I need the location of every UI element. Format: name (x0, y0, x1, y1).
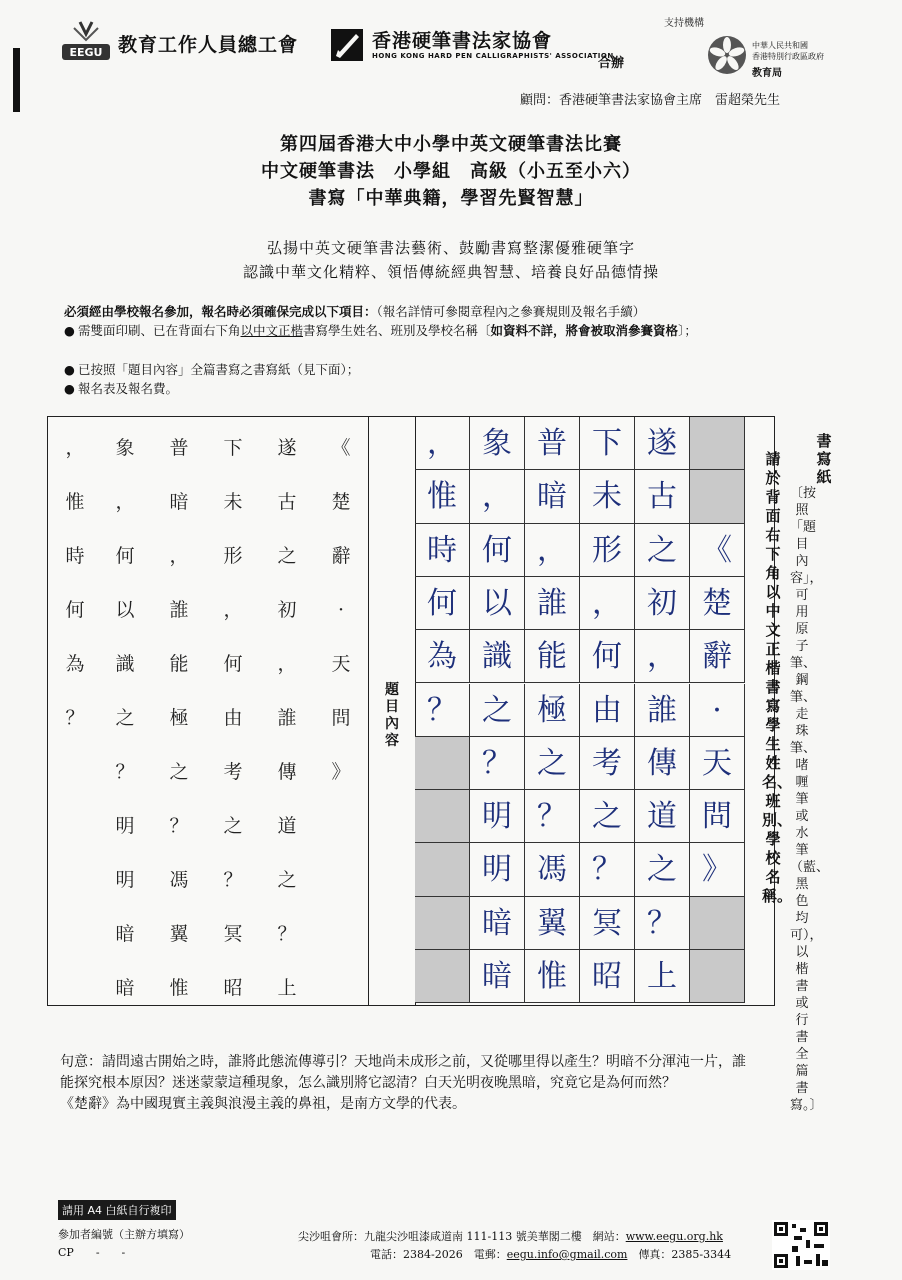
requirement-item-2 (64, 361, 784, 379)
writing-grid-cell[interactable]: 考 (580, 737, 635, 790)
requirements-intro-bold: 必須經由學校報名參加，報名時必須確保完成以下項目： (64, 304, 377, 319)
writing-grid-cell[interactable]: 形 (580, 524, 635, 577)
reference-char: 遂 (277, 437, 297, 459)
requirement-item-3 (64, 380, 784, 398)
writing-grid-cell[interactable]: 象 (470, 417, 525, 470)
writing-grid-cell[interactable]: 》 (690, 843, 745, 896)
org-hkhpca-name: 香港硬筆書法家協會 (372, 30, 553, 52)
writing-grid-cell[interactable]: 古 (635, 470, 690, 523)
eegu-logo-icon (58, 18, 114, 64)
bullet-icon: ● (64, 323, 75, 338)
slogan-2: 認識中華文化精粹、領悟傳統經典智慧、培養良好品德情操 (242, 263, 659, 281)
meaning-line-3: 《楚辭》為中國現實主義與浪漫主義的鼻祖，是南方文學的代表。 (60, 1096, 466, 1112)
writing-grid-cell[interactable]: 以 (470, 577, 525, 630)
gov-line-2: 香港特別行政區政府 (752, 52, 824, 61)
reference-char: 誰 (277, 707, 297, 729)
category-title: 中文硬筆書法 小學組 高級（小五至小六） (261, 161, 641, 182)
requirement-item-1 (64, 322, 784, 340)
requirement-1-text-a: 需雙面印刷、已在背面右下角 (78, 323, 241, 338)
reference-char: 初 (277, 599, 297, 621)
writing-grid-cell[interactable]: 之 (635, 843, 690, 896)
writing-grid-cell[interactable]: 下 (580, 417, 635, 470)
reference-char: 天 (331, 653, 351, 675)
writing-grid-cell[interactable]: 暗 (470, 897, 525, 950)
writing-grid-cell[interactable]: ， (635, 630, 690, 683)
reference-label: 題目內容 (385, 682, 399, 749)
footer-website-link[interactable]: www.eegu.org.hk (625, 1230, 723, 1243)
writing-grid-cell[interactable]: ， (415, 417, 470, 470)
edb-name: 教育局 (752, 68, 782, 79)
reference-char: 昭 (223, 977, 243, 999)
reference-char: 何 (65, 599, 85, 621)
reference-char: ？ (277, 923, 297, 945)
reference-char: ， (115, 491, 135, 513)
writing-grid-cell[interactable]: 遂 (635, 417, 690, 470)
reference-char: 何 (115, 545, 135, 567)
reference-char: ， (169, 545, 189, 567)
reference-char: 未 (223, 491, 243, 513)
reference-char: ？ (169, 815, 189, 837)
writing-grid-cell[interactable]: 惟 (415, 470, 470, 523)
reference-char: 識 (115, 653, 135, 675)
reference-char: 時 (65, 545, 85, 567)
writing-grid-cell[interactable]: 為 (415, 630, 470, 683)
writing-grid-cell[interactable]: ？ (635, 897, 690, 950)
slogan-1: 弘揚中英文硬筆書法藝術、鼓勵書寫整潔優雅硬筆字 (266, 239, 635, 257)
writing-grid-cell[interactable] (415, 790, 470, 843)
meaning-line-2: 能探究根本原因？迷迷蒙蒙這種現象，怎么識別將它認清？白天光明夜晚黑暗，究竟它是為何而然？ (60, 1075, 676, 1091)
writing-grid-cell[interactable]: ， (470, 470, 525, 523)
writing-grid-cell[interactable]: · (690, 684, 745, 737)
reference-char: 古 (277, 491, 297, 513)
reference-char: 之 (277, 869, 297, 891)
requirement-1-end: 〕； (678, 323, 697, 338)
reference-char: 極 (169, 707, 189, 729)
writing-grid-cell[interactable]: 初 (635, 577, 690, 630)
reference-char: 考 (223, 761, 243, 783)
writing-grid-cell[interactable]: 何 (470, 524, 525, 577)
writing-grid-cell[interactable]: 未 (580, 470, 635, 523)
reference-char: 之 (115, 707, 135, 729)
writing-grid-cell[interactable]: 楚 (690, 577, 745, 630)
writing-grid-cell[interactable]: 上 (635, 950, 690, 1003)
writing-grid-cell[interactable]: 道 (635, 790, 690, 843)
requirements-intro-rest: （報名詳情可參閱章程內之參賽規則及報名手續） (376, 304, 646, 319)
reference-char: 翼 (169, 923, 189, 945)
writing-grid-cell[interactable]: 惟 (525, 950, 580, 1003)
reference-char: 暗 (115, 923, 135, 945)
bullet-icon: ● (64, 381, 75, 396)
reference-char: 惟 (169, 977, 189, 999)
writing-grid-cell[interactable]: 傳 (635, 737, 690, 790)
bauhinia-logo-icon (706, 34, 748, 76)
reference-char: 辭 (331, 545, 351, 567)
footer-address-line (298, 1228, 723, 1244)
competition-title: 第四屆香港大中小學中英文硬筆書法比賽 (280, 134, 622, 155)
writing-grid-cell[interactable]: 之 (635, 524, 690, 577)
writing-grid-cell[interactable]: 何 (415, 577, 470, 630)
reference-char: 馮 (169, 869, 189, 891)
hkhpca-logo-icon (330, 28, 364, 62)
reference-char: ？ (223, 869, 243, 891)
writing-grid-cell[interactable]: 之 (580, 790, 635, 843)
bullet-icon: ● (64, 362, 75, 377)
writing-grid-cell[interactable]: 時 (415, 524, 470, 577)
writing-grid-cell[interactable]: ？ (580, 843, 635, 896)
requirement-1-underlined: 以中文正楷 (240, 323, 304, 338)
writing-grid-cell[interactable]: 明 (470, 843, 525, 896)
writing-grid-cell[interactable]: ？ (525, 790, 580, 843)
reference-char: 問 (331, 707, 351, 729)
writing-sheet-table (47, 416, 775, 1006)
reference-char: 能 (169, 653, 189, 675)
writing-grid-cell[interactable]: 之 (470, 684, 525, 737)
org-eegu-name: 教育工作人員總工會 (118, 34, 299, 56)
footer-contact-line (370, 1246, 731, 1262)
writing-grid-cell[interactable]: 誰 (525, 577, 580, 630)
writing-grid-cell[interactable]: 天 (690, 737, 745, 790)
writing-grid-cell[interactable]: 誰 (635, 684, 690, 737)
reference-char: 下 (223, 437, 243, 459)
reference-char: 何 (223, 653, 243, 675)
writing-grid-cell[interactable]: 問 (690, 790, 745, 843)
reference-char: 普 (169, 437, 189, 459)
writing-grid-cell[interactable]: 翼 (525, 897, 580, 950)
writing-grid-cell[interactable] (690, 897, 745, 950)
writing-grid-cell[interactable]: 能 (525, 630, 580, 683)
requirement-2-text: 已按照「題目內容」全篇書寫之書寫紙（見下面）； (78, 362, 360, 377)
participant-number-label: 參加者編號（主辦方填寫） (58, 1228, 190, 1241)
writing-grid-cell[interactable]: 何 (580, 630, 635, 683)
reference-char: 明 (115, 869, 135, 891)
advisor-line: 顧問：香港硬筆書法家協會主席 雷超榮先生 (520, 93, 781, 108)
writing-grid-cell[interactable]: 辭 (690, 630, 745, 683)
writing-grid-cell[interactable]: 暗 (470, 950, 525, 1003)
registration-mark (13, 48, 20, 112)
reference-char: 由 (223, 707, 243, 729)
writing-grid-cell[interactable]: ， (525, 524, 580, 577)
writing-grid-cell[interactable]: 明 (470, 790, 525, 843)
writing-sheet-note: 〔按照「題目內容」，可用原子筆、鋼筆、走珠筆、啫喱筆或水筆（藍、黑色均可），以楷書或行書全篇書寫。〕 (790, 486, 830, 1113)
reference-char: 誰 (169, 599, 189, 621)
writing-grid-cell[interactable]: 普 (525, 417, 580, 470)
writing-grid-cell[interactable]: 馮 (525, 843, 580, 896)
org-hkhpca-english: HONG KONG HARD PEN CALLIGRAPHISTS' ASSOCIATION (372, 52, 614, 60)
writing-grid-cell[interactable]: 昭 (580, 950, 635, 1003)
reference-char: ？ (115, 761, 135, 783)
reference-char: 冥 (223, 923, 243, 945)
meaning-line-1: 句意：請問遠古開始之時，誰將此態流傳導引？天地尚未成形之前，又從哪里得以產生？明暗不分渾沌一片，誰 (60, 1054, 746, 1070)
reference-char: ， (277, 653, 297, 675)
reference-char: 之 (223, 815, 243, 837)
writing-grid-cell[interactable] (415, 950, 470, 1003)
writing-grid-cell[interactable] (690, 417, 745, 470)
footer-phone: 電話：2384-2026 電郵： (370, 1248, 507, 1261)
writing-grid-cell[interactable]: 暗 (525, 470, 580, 523)
reference-char: ， (65, 437, 85, 459)
footer-address: 尖沙咀會所：九龍尖沙咀漆咸道南 111-113 號美華閣二樓 網站： (298, 1230, 626, 1243)
reference-char: 為 (65, 653, 85, 675)
writing-grid-cell[interactable]: 由 (580, 684, 635, 737)
reference-char: 《 (331, 437, 351, 459)
writing-grid-cell[interactable]: 之 (525, 737, 580, 790)
qr-code-icon[interactable] (772, 1220, 830, 1270)
reference-char: 形 (223, 545, 243, 567)
writing-grid-cell[interactable]: 極 (525, 684, 580, 737)
support-label: 支持機構 (664, 18, 704, 29)
writing-grid-cell[interactable] (690, 950, 745, 1003)
reference-char: 暗 (115, 977, 135, 999)
writing-grid-cell[interactable]: ？ (470, 737, 525, 790)
writing-grid-cell[interactable] (415, 897, 470, 950)
participant-number-field[interactable]: CP - - (58, 1246, 126, 1259)
reference-char: 楚 (331, 491, 351, 513)
reference-char: 明 (115, 815, 135, 837)
reference-char: 以 (115, 599, 135, 621)
meaning-paragraph (60, 1052, 820, 1115)
writing-grid-cell[interactable] (415, 737, 470, 790)
gov-name (752, 40, 824, 62)
writing-grid-cell[interactable]: 冥 (580, 897, 635, 950)
reference-char: 上 (277, 977, 297, 999)
reference-char: 之 (169, 761, 189, 783)
reference-char: ？ (65, 707, 85, 729)
reference-char: 》 (331, 761, 351, 783)
theme-title: 書寫「中華典籍，學習先賢智慧」 (308, 188, 594, 209)
writing-grid-cell[interactable]: ， (580, 577, 635, 630)
gov-line-1: 中華人民共和國 (752, 41, 808, 50)
reference-char: 惟 (65, 491, 85, 513)
writing-grid-cell[interactable]: 《 (690, 524, 745, 577)
reference-char: 暗 (169, 491, 189, 513)
eegu-logo-text: EEGU (69, 46, 103, 59)
requirement-1-text-b: 書寫學生姓名、班別及學校名稱〔 (303, 323, 491, 338)
requirement-1-bold: 如資料不詳，將會被取消參賽資格 (490, 323, 679, 338)
footer-email-link[interactable]: eegu.info@gmail.com (506, 1248, 628, 1261)
requirement-3-text: 報名表及報名費。 (78, 381, 179, 396)
reference-char: 之 (277, 545, 297, 567)
reference-char: ， (223, 599, 243, 621)
reference-char: 傳 (277, 761, 297, 783)
reference-char: 道 (277, 815, 297, 837)
writing-grid-cell[interactable]: ？ (415, 684, 470, 737)
reference-char: · (337, 599, 345, 621)
requirements-intro (64, 303, 824, 321)
writing-grid-cell[interactable]: 識 (470, 630, 525, 683)
co-organize-label: 合辦 (598, 56, 625, 71)
writing-sheet-title: 書寫紙 (816, 432, 832, 486)
reference-char: 象 (115, 437, 135, 459)
writing-grid-cell[interactable] (690, 470, 745, 523)
reference-label-column (368, 417, 416, 1005)
writing-grid-cell[interactable] (415, 843, 470, 896)
a4-copy-label: 請用 A4 白紙自行複印 (58, 1200, 176, 1220)
footer-fax: 傳真：2385-3344 (638, 1248, 732, 1261)
writing-sheet-request: 請於背面右下角以中文正楷書寫學生姓名、班別、學校名稱。 (762, 450, 793, 905)
